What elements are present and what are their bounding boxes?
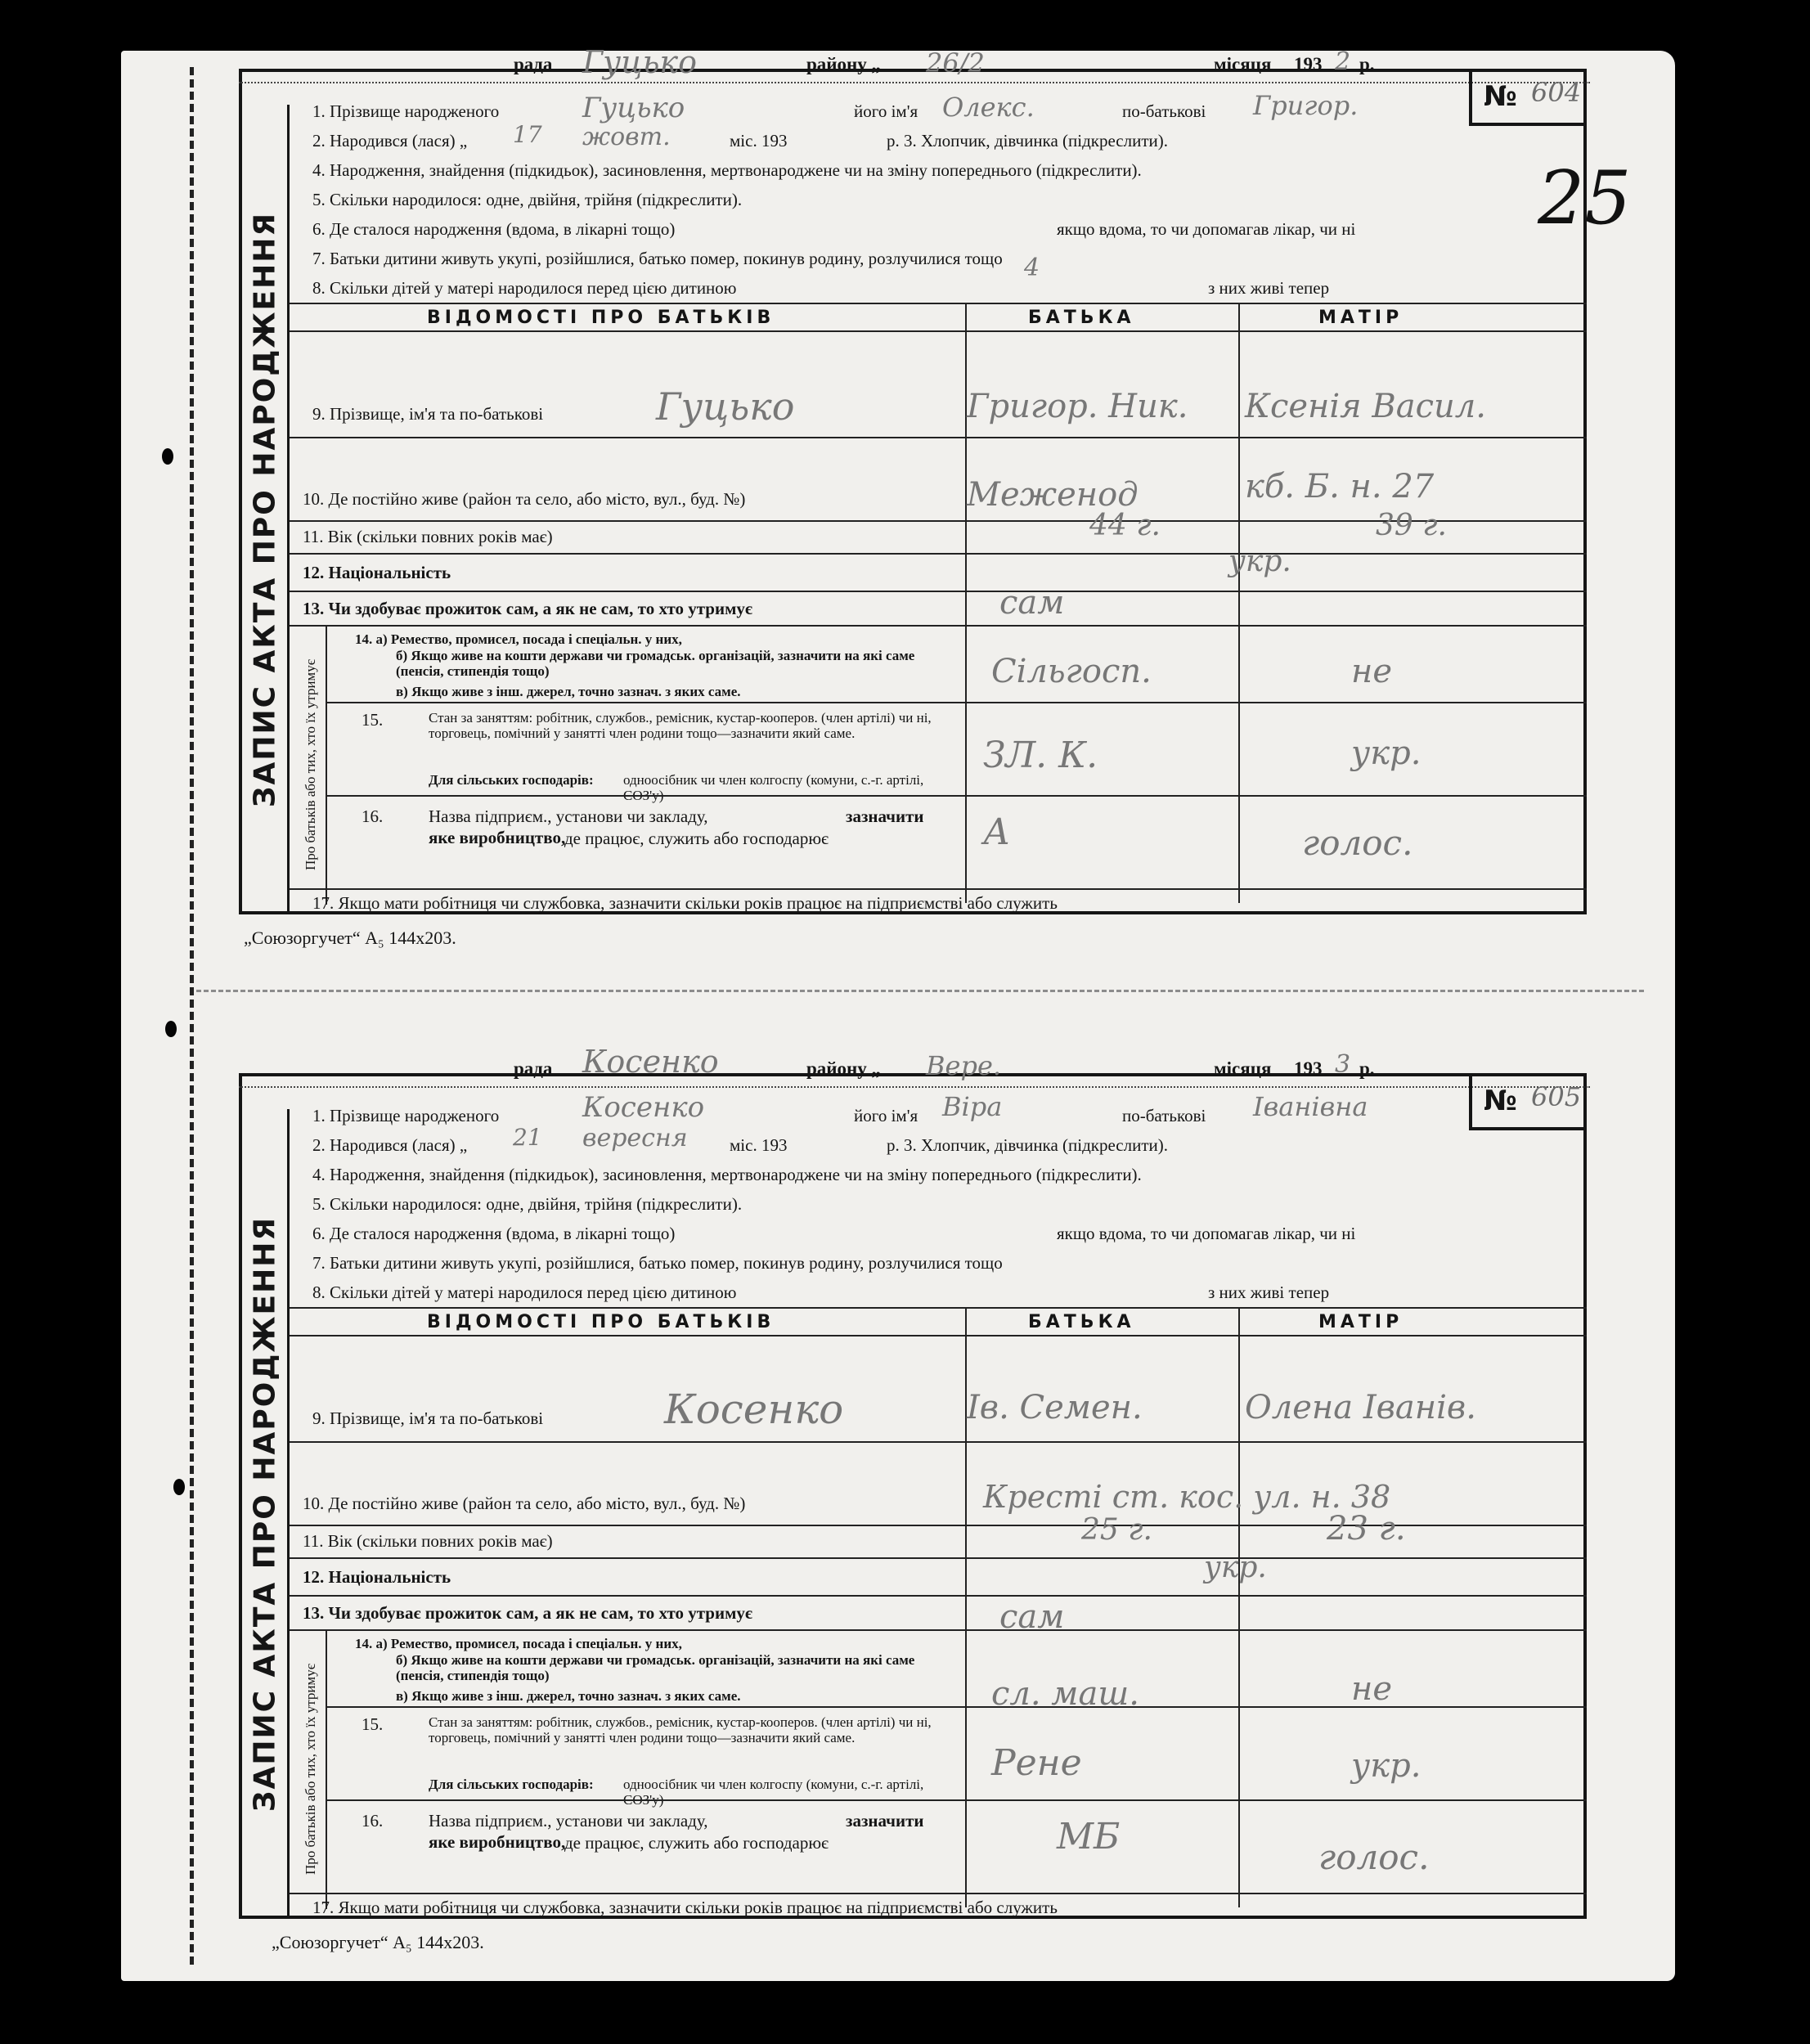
record-number-box: [1469, 1073, 1587, 1130]
hw-birth-day: 21: [513, 1124, 542, 1151]
hw-surname: Косенко: [582, 1091, 705, 1124]
row-14c: в) Якщо живе з інш. джерел, точно зазнач. з яких саме.: [396, 684, 741, 699]
col-info: ВІДОМОСТІ ПРО БАТЬКІВ: [427, 1312, 775, 1332]
row-16-b: зазначити: [846, 806, 924, 826]
row-1-patronymic: по-батькові: [1122, 1106, 1206, 1125]
hw-family-name: Косенко: [664, 1386, 844, 1433]
row-4: 4. Народження, знайдення (підкидьок), засиновлення, мертвонароджене чи на зміну попереднього (підкреслити).: [312, 1165, 1142, 1184]
row-2-month: міс. 193: [730, 1135, 788, 1155]
row-15-b: Для сільських господарів:: [429, 1777, 594, 1792]
record-number-value: 604: [1531, 77, 1582, 108]
hw-nationality: укр.: [1228, 545, 1291, 578]
hw-header-surname: Косенко: [582, 1044, 719, 1080]
row-15-b: Для сільських господарів:: [429, 772, 594, 788]
hw-header-year: 3: [1335, 1050, 1351, 1079]
row-6-b: якщо вдома, то чи допомагав лікар, чи ні: [1057, 1224, 1356, 1243]
row-5: 5. Скільки народилося: одне, двійня, трійня (підкреслити).: [312, 190, 743, 209]
row-10: 10. Де постійно живе (район та село, або місто, вул., буд. №): [303, 489, 746, 509]
row-16-b: зазначити: [846, 1811, 924, 1831]
hw-work-mother: голос.: [1318, 1837, 1430, 1877]
hw-work-father: А: [983, 811, 1011, 853]
hw-name: Олекс.: [942, 92, 1035, 123]
row-9: 9. Прізвище, ім'я та по-батькові: [312, 1408, 544, 1428]
row-15-c: одноосібник чи член колгоспу (комуни, с.-г. артілі, СОЗ'у): [623, 1777, 924, 1808]
hw-mother-name: Ксенія Васил.: [1245, 388, 1486, 425]
hw-father-name: Григор. Ник.: [967, 388, 1188, 425]
punch-hole: [165, 1021, 177, 1037]
hw-nationality: укр.: [1204, 1551, 1267, 1584]
hw-family-name: Гуцько: [656, 384, 795, 429]
row-13: 13. Чи здобуває прожиток сам, а як не сам, то хто утримує: [303, 599, 752, 618]
record-number-label: №: [1484, 80, 1517, 113]
row-6: 6. Де сталося народження (вдома, в лікарні тощо): [312, 219, 676, 239]
row-16-c: яке виробництво,: [429, 1832, 566, 1852]
form-footer: „Союзоргучет“ А₅ 144х203.: [244, 928, 456, 948]
hw-header-year: 2: [1335, 47, 1351, 76]
hw-patronymic: Іванівна: [1253, 1091, 1368, 1122]
hw-address: Меженод: [967, 476, 1139, 514]
birth-record-form-605: [239, 1044, 1590, 1922]
row-16-number: 16.: [362, 1811, 384, 1831]
row-17: 17. Якщо мати робітниця чи службовка, зазначити скільки років працює на підприємстві або служить: [312, 1898, 1058, 1917]
hw-header-date: 26/2: [926, 47, 985, 79]
row-15-number: 15.: [362, 710, 384, 730]
header-r: р.: [1359, 1058, 1375, 1079]
header-raion: району „: [806, 54, 882, 74]
col-mother: МАТІР: [1318, 308, 1404, 328]
row-1-patronymic: по-батькові: [1122, 101, 1206, 121]
row-12: 12. Національність: [303, 563, 451, 582]
hw-status-father: Рене: [991, 1742, 1082, 1784]
row-4: 4. Народження, знайдення (підкидьок), засиновлення, мертвонароджене чи на зміну попереднього (підкреслити).: [312, 160, 1142, 180]
hw-sustenance: сам: [999, 1598, 1065, 1636]
form-footer: „Союзоргучет“ А₅ 144х203.: [272, 1932, 484, 1952]
hw-occupation-father: Сільгосп.: [991, 653, 1152, 690]
hw-address: Кресті ст. кос. ул. н. 38: [983, 1479, 1391, 1515]
hw-birth-day: 17: [513, 121, 542, 148]
hw-father-age: 25 г.: [1081, 1513, 1152, 1547]
side-label: Про батьків або тих, хто їх утримує: [303, 659, 318, 870]
row-10: 10. Де постійно живе (район та село, або місто, вул., буд. №): [303, 1494, 746, 1513]
row-8-b: з них живі тепер: [1208, 278, 1330, 298]
row-15: Стан за заняттям: робітник, службов., ремісник, кустар-кооперов. (член артілі) чи ні, торговець, помічний у занятті член родини тощо—зазначити який саме.: [429, 710, 932, 741]
row-16-c: яке виробництво,: [429, 828, 566, 847]
hw-surname: Гуцько: [582, 92, 685, 124]
hw-status-father: ЗЛ. К.: [983, 734, 1098, 776]
row-8-b: з них живі тепер: [1208, 1283, 1330, 1302]
birth-record-form-604: [239, 44, 1590, 918]
row-1: 1. Прізвище народженого: [312, 1106, 500, 1125]
record-number-label: №: [1484, 1085, 1517, 1117]
hw-header-date: Вере.: [926, 1050, 1002, 1081]
col-father: БАТЬКА: [1028, 1312, 1135, 1332]
punch-hole: [173, 1479, 185, 1495]
row-15-number: 15.: [362, 1714, 384, 1734]
row-1-name: його ім'я: [854, 101, 918, 121]
header-raion: району „: [806, 1058, 882, 1079]
row-13: 13. Чи здобуває прожиток сам, а як не сам, то хто утримує: [303, 1603, 752, 1623]
hw-status-mother: укр.: [1351, 734, 1422, 772]
col-info: ВІДОМОСТІ ПРО БАТЬКІВ: [427, 308, 775, 328]
row-14b: б) Якщо живе на кошти держави чи громадськ. організацій, зазначити на які саме (пенсія, стипендія тощо): [396, 648, 915, 679]
row-14a: 14. а) Ремество, промисел, посада і спеціальн. у них,: [355, 1636, 682, 1651]
hw-birth-month: жовт.: [582, 123, 671, 151]
vertical-title: ЗАПИС АКТА ПРО НАРОДЖЕННЯ: [242, 1109, 290, 1919]
hw-header-surname: Гуцько: [582, 44, 697, 80]
row-11: 11. Вік (скільки повних років має): [303, 527, 553, 546]
row-6-b: якщо вдома, то чи допомагав лікар, чи ні: [1057, 219, 1356, 239]
row-16: Назва підприєм., установи чи закладу,: [429, 1811, 708, 1831]
row-2-month: міс. 193: [730, 131, 788, 150]
row-16: Назва підприєм., установи чи закладу,: [429, 806, 708, 826]
row-16-d: де працює, служить або господарює: [564, 829, 829, 848]
hw-occupation-mother: не: [1351, 653, 1393, 690]
row-9: 9. Прізвище, ім'я та по-батькові: [312, 404, 544, 424]
row-2-sex: р. 3. Хлопчик, дівчинка (підкреслити).: [887, 1135, 1169, 1155]
header-misiatsia: місяця: [1214, 1058, 1272, 1079]
row-16-d: де працює, служить або господарює: [564, 1833, 829, 1853]
row-14a: 14. а) Ремество, промисел, посада і спеціальн. у них,: [355, 631, 682, 647]
row-5: 5. Скільки народилося: одне, двійня, трійня (підкреслити).: [312, 1194, 743, 1214]
header-rada: рада: [514, 54, 553, 74]
vertical-title: ЗАПИС АКТА ПРО НАРОДЖЕННЯ: [242, 105, 290, 914]
row-14b: б) Якщо живе на кошти держави чи громадськ. організацій, зазначити на які саме (пенсія, стипендія тощо): [396, 1652, 915, 1683]
hw-work-mother: голос.: [1302, 823, 1413, 863]
row-11: 11. Вік (скільки повних років має): [303, 1531, 553, 1551]
hw-work-father: МБ: [1057, 1816, 1121, 1858]
side-label: Про батьків або тих, хто їх утримує: [303, 1664, 318, 1875]
row-8: 8. Скільки дітей у матері народилося перед цією дитиною: [312, 1283, 737, 1302]
col-mother: МАТІР: [1318, 1312, 1404, 1332]
record-number-value: 605: [1531, 1081, 1582, 1112]
hw-birth-month: вересня: [582, 1124, 688, 1152]
row-2: 2. Народився (лася) „: [312, 131, 468, 150]
hw-children-before: 4: [1024, 254, 1040, 282]
hw-name: Віра: [942, 1091, 1003, 1122]
row-2: 2. Народився (лася) „: [312, 1135, 468, 1155]
punch-hole: [162, 448, 173, 465]
perforation-line: [190, 67, 194, 1965]
hw-sustenance: сам: [999, 584, 1065, 622]
row-8: 8. Скільки дітей у матері народилося перед цією дитиною: [312, 278, 737, 298]
row-15: Стан за заняттям: робітник, службов., ремісник, кустар-кооперов. (член артілі) чи ні, торговець, помічний у занятті член родини тощо—зазначити який саме.: [429, 1714, 932, 1745]
cut-line: [196, 990, 1644, 992]
row-12: 12. Національність: [303, 1567, 451, 1587]
row-7: 7. Батьки дитини живуть укупі, розійшлися, батько помер, покинув родину, розлучилися тощо: [312, 249, 1003, 268]
record-number-box: [1469, 69, 1587, 126]
row-6: 6. Де сталося народження (вдома, в лікарні тощо): [312, 1224, 676, 1243]
row-16-number: 16.: [362, 806, 384, 826]
hw-mother-name: Олена Іванів.: [1245, 1389, 1476, 1426]
header-year: 193: [1294, 54, 1323, 74]
row-1: 1. Прізвище народженого: [312, 101, 500, 121]
row-7: 7. Батьки дитини живуть укупі, розійшлися, батько помер, покинув родину, розлучилися тощо: [312, 1253, 1003, 1273]
hw-occupation-mother: не: [1351, 1670, 1393, 1708]
hw-father-age: 44 г.: [1089, 509, 1161, 542]
page-number: 25: [1538, 155, 1632, 241]
row-14c: в) Якщо живе з інш. джерел, точно зазнач. з яких саме.: [396, 1688, 741, 1704]
hw-mother-age: 23 г.: [1327, 1510, 1406, 1548]
hw-father-name: Ів. Семен.: [967, 1389, 1143, 1426]
header-rada: рада: [514, 1058, 553, 1079]
row-15-c: одноосібник чи член колгоспу (комуни, с.-г. артілі, СОЗ'у): [623, 772, 924, 803]
row-17: 17. Якщо мати робітниця чи службовка, зазначити скільки років працює на підприємстві або служить: [312, 893, 1058, 913]
header-year: 193: [1294, 1058, 1323, 1079]
hw-patronymic: Григор.: [1253, 90, 1359, 121]
col-father: БАТЬКА: [1028, 308, 1135, 328]
row-1-name: його ім'я: [854, 1106, 918, 1125]
header-r: р.: [1359, 54, 1375, 74]
header-misiatsia: місяця: [1214, 54, 1272, 74]
hw-mother-age: 39 г.: [1376, 509, 1447, 542]
hw-occupation-father: сл. маш.: [991, 1675, 1139, 1713]
hw-address2: кб. Б. н. 27: [1245, 468, 1435, 505]
row-2-sex: р. 3. Хлопчик, дівчинка (підкреслити).: [887, 131, 1169, 150]
hw-status-mother: укр.: [1351, 1747, 1422, 1785]
